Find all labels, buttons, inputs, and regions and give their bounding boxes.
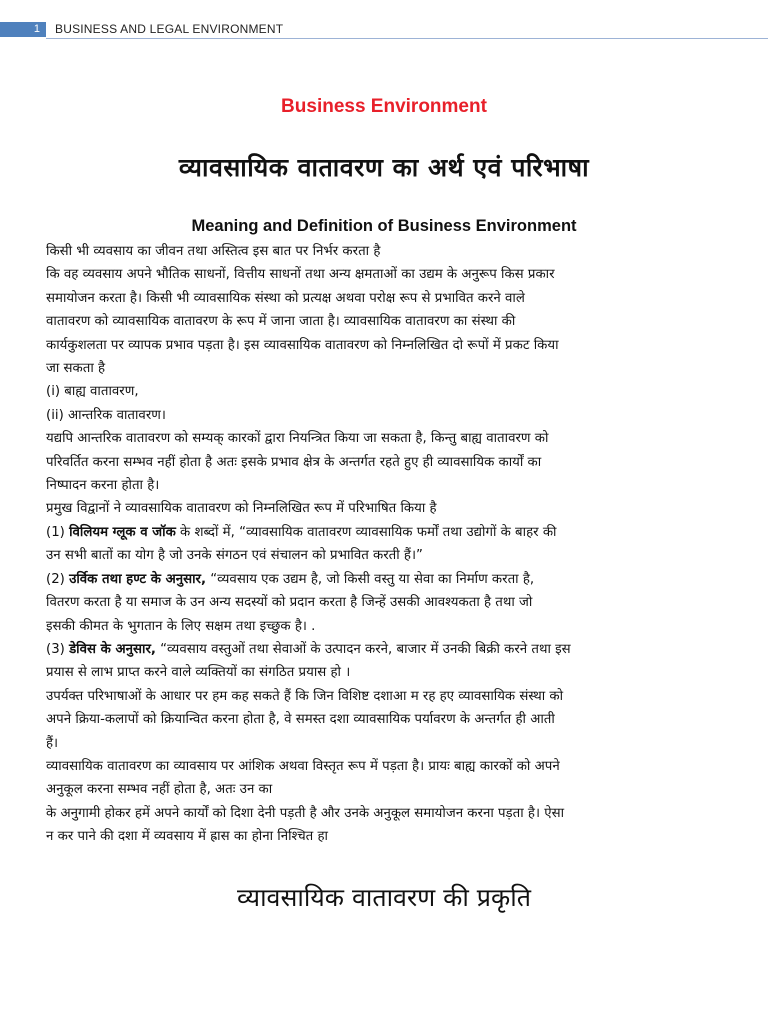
definition-2-cont: इसकी कीमत के भुगतान के लिए सक्षम तथा इच्छुक है। . [46, 618, 316, 634]
body-line: अनुकूल करना सम्भव नहीं होता है, अतः उन का [46, 782, 273, 798]
definition-1-author: विलियम ग्लूक व जॉक [69, 524, 176, 540]
body-line: किसी भी व्यवसाय का जीवन तथा अस्तित्व इस बात पर निर्भर करता है [46, 244, 381, 259]
body-line: के अनुगामी होकर हमें अपने कार्यों को दिशा देनी पड़ती है और उनके अनुकूल समायोजन करना पड़ता है। ऐसा [46, 805, 565, 821]
body-line: उपर्यक्त परिभाषाओं के आधार पर हम कह सकते हैं कि जिन विशिष्ट दशाआ म रह हए व्यावसायिक संस्था को [46, 688, 564, 704]
definition-3-author: डेविस के अनुसार, [69, 641, 156, 657]
definition-1: (1) विलियम ग्लूक व जॉक के शब्दों में, “व्यावसायिक वातावरण व्यावसायिक फर्मों तथा उद्योगों के बाहर की [46, 524, 557, 540]
definition-2: (2) उर्विक तथा हण्ट के अनुसार, “व्यवसाय एक उद्यम है, जो किसी वस्तु या सेवा का निर्माण करता है, [46, 571, 535, 587]
definition-1-cont: उन सभी बातों का योग है जो उनके संगठन एवं संचालन को प्रभावित करती हैं।” [46, 548, 423, 564]
header-title: BUSINESS AND LEGAL ENVIRONMENT [55, 22, 284, 36]
body-text [46, 240, 722, 849]
body-line: कि वह व्यवसाय अपने भौतिक साधनों, वित्तीय साधनों तथा अन्य क्षमताओं का उद्यम के अनुरूप किस प्रकार [46, 267, 555, 283]
definition-2-cont: वितरण करता है या समाज के उन अन्य सदस्यों को प्रदान करता है जिन्हें उसकी आवश्यकता है तथा जो [46, 595, 533, 611]
section-title-english: Business Environment [281, 96, 487, 117]
body-line: कार्यकुशलता पर व्यापक प्रभाव पड़ता है। इस व्यावसायिक वातावरण को निम्नलिखित दो रूपों में प्रकट किया [46, 337, 559, 353]
body-line: न कर पाने की दशा में व्यवसाय में ह्रास का होना निश्चित हा [46, 829, 328, 845]
body-line: व्यावसायिक वातावरण का व्यावसाय पर आंशिक अथवा विस्तृत रूप में पड़ता है। प्रायः बाह्य कारकों को अपने [46, 758, 560, 774]
body-line: निष्पादन करना होता है। [46, 478, 160, 494]
body-line: प्रमुख विद्वानों ने व्यावसायिक वातावरण को निम्नलिखित रूप में परिभाषित किया है [46, 501, 437, 517]
header-rule [46, 38, 768, 39]
body-line: (i) बाह्य वातावरण, [46, 384, 139, 400]
page-header [0, 20, 768, 40]
definition-2-author: उर्विक तथा हण्ट के अनुसार, [69, 571, 207, 587]
definition-3: (3) डेविस के अनुसार, “व्यवसाय वस्तुओं तथा सेवाओं के उत्पादन करने, बाजार में उनकी बिक्री करने तथा इस [46, 641, 571, 657]
body-line: हैं। [46, 735, 59, 751]
section-title-nature: व्यावसायिक वातावरण की प्रकृति [237, 883, 531, 912]
body-line: अपने क्रिया-कलापों को क्रियान्वित करना होता है, वे समस्त दशा व्यावसायिक पर्यावरण के अन्तर्गत ही आती [46, 712, 555, 728]
body-line: (ii) आन्तरिक वातावरण। [46, 407, 166, 423]
body-line: जा सकता है [46, 361, 106, 377]
body-line: वातावरण को व्यावसायिक वातावरण के रूप में जाना जाता है। व्यावसायिक वातावरण का संस्था की [46, 314, 516, 330]
section-title-hindi: व्यावसायिक वातावरण का अर्थ एवं परिभाषा [178, 153, 590, 182]
definition-3-cont: प्रयास से लाभ प्राप्त करने वाले व्यक्तियों का संगठित प्रयास हो । [46, 665, 351, 681]
body-line: परिवर्तित करना सम्भव नहीं होता है अतः इसके प्रभाव क्षेत्र के अन्तर्गत रहते हुए ही व्यावसायिक कार्यों का [46, 454, 542, 470]
subtitle-english: Meaning and Definition of Business Environment [191, 217, 577, 235]
body-line: समायोजन करता है। किसी भी व्यावसायिक संस्था को प्रत्यक्ष अथवा परोक्ष रूप से प्रभावित करने वाले [46, 290, 525, 306]
body-line: यद्यपि आन्तरिक वातावरण को सम्यक् कारकों द्वारा नियन्त्रित किया जा सकता है, किन्तु बाह्य वातावरण को [46, 431, 549, 447]
page-number: 1 [0, 22, 46, 37]
